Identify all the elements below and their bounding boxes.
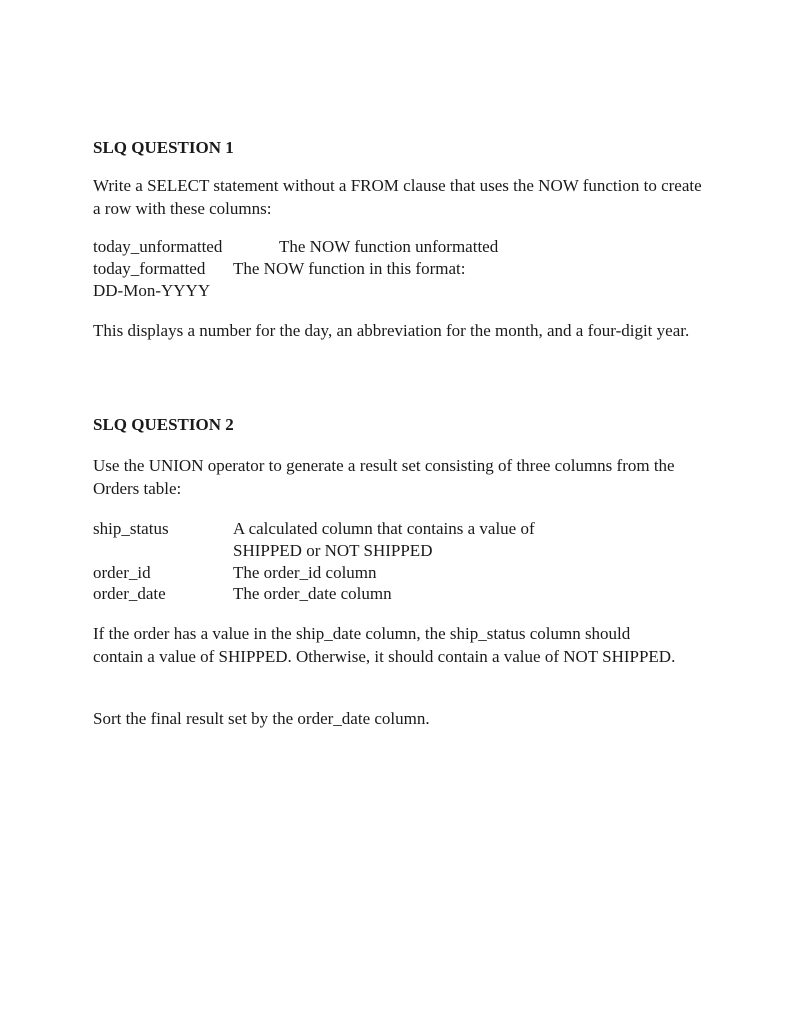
q2-title: SLQ QUESTION 2 (93, 415, 234, 434)
q2-col2-name: order_id (93, 563, 151, 582)
q1-col1-desc: The NOW function unformatted (279, 237, 499, 256)
q2-rule: If the order has a value in the ship_date column, the ship_status column should contain a value of SHIPPED. Otherwise, it should contain a value of NOT SHIPPED. (93, 624, 676, 666)
q1-col2-desc: The NOW function in this format: (233, 259, 466, 278)
q1-note: This displays a number for the day, an abbreviation for the month, and a four-digit year. (93, 321, 690, 340)
q2-intro: Use the UNION operator to generate a result set consisting of three columns from the Orders table: (93, 456, 675, 498)
q1-col2-name: today_formatted (93, 259, 206, 278)
q2-col1-desc: A calculated column that contains a value of (233, 519, 535, 538)
q1-title: SLQ QUESTION 1 (93, 138, 234, 157)
q2-col3-name: order_date (93, 584, 166, 603)
q2-col2-desc: The order_id column (233, 563, 377, 582)
q2-col1-name: ship_status (93, 519, 169, 538)
q2-sort: Sort the final result set by the order_date column. (93, 709, 430, 728)
q1-col1-name: today_unformatted (93, 237, 223, 256)
q1-format: DD-Mon-YYYY (93, 281, 211, 300)
q2-col3-desc: The order_date column (233, 584, 392, 603)
q2-col1-desc2: SHIPPED or NOT SHIPPED (233, 541, 433, 560)
q1-intro: Write a SELECT statement without a FROM clause that uses the NOW function to create a row with these columns: (93, 176, 702, 218)
